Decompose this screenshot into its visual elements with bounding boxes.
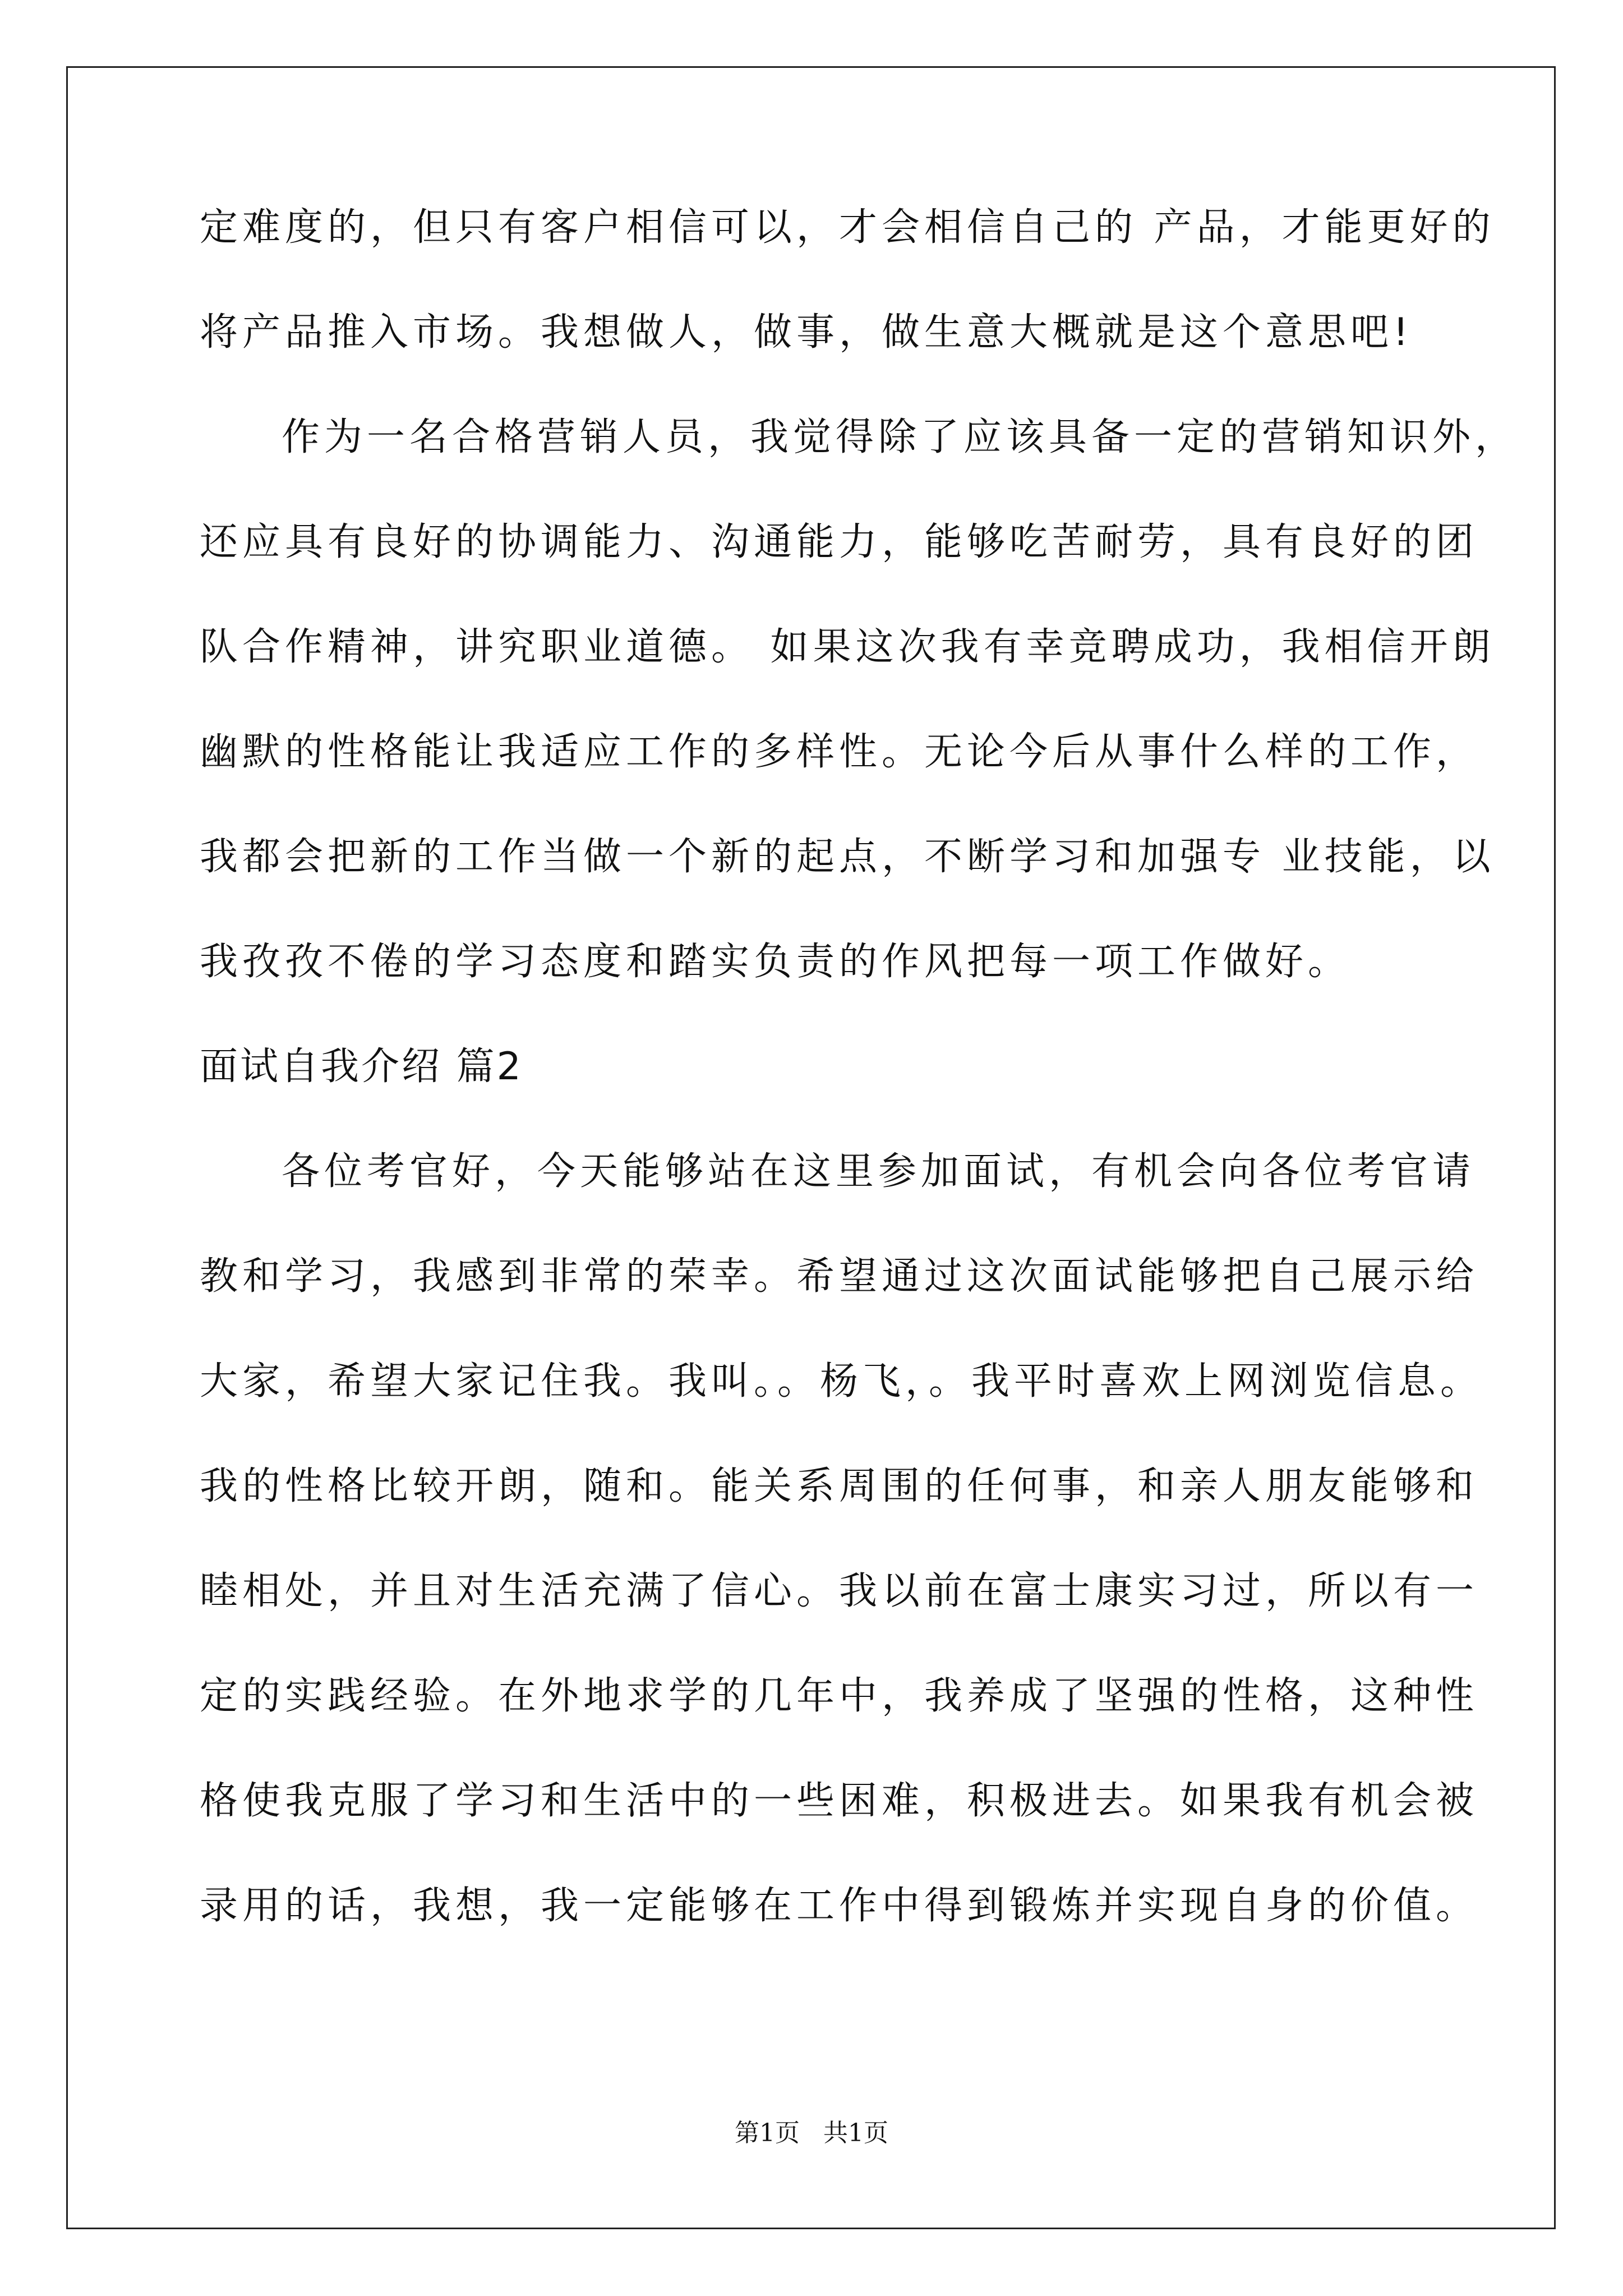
body-text-line: 睦相处，并且对生活充满了信心。我以前在富士康实习过，所以有一 xyxy=(200,1569,1479,1613)
body-text-line: 格使我克服了学习和生活中的一些困难，积极进去。如果我有机会被 xyxy=(200,1779,1479,1823)
page-footer: 第1页 共1页 xyxy=(735,2119,888,2147)
body-text-line: 将产品推入市场。我想做人，做事，做生意大概就是这个意思吧! xyxy=(200,310,1413,355)
body-text-line: 我孜孜不倦的学习态度和踏实负责的作风把每一项工作做好。 xyxy=(200,940,1351,984)
body-text-line: 各位考官好，今天能够站在这里参加面试，有机会向各位考官请 xyxy=(282,1149,1476,1194)
body-text-line: 幽默的性格能让我适应工作的多样性。无论今后从事什么样的工作， xyxy=(200,730,1479,774)
body-text-line: 录用的话，我想，我一定能够在工作中得到锻炼并实现自身的价值。 xyxy=(200,1884,1479,1928)
body-text-line: 大家，希望大家记住我。我叫。。杨飞，。我平时喜欢上网浏览信息。 xyxy=(200,1359,1483,1404)
section-heading: 面试自我介绍 篇2 xyxy=(200,1045,523,1089)
body-text-line: 我的性格比较开朗，随和。能关系周围的任何事，和亲人朋友能够和 xyxy=(200,1464,1479,1508)
body-text-line: 定难度的，但只有客户相信可以，才会相信自己的 产品，才能更好的 xyxy=(200,205,1495,250)
body-text-line: 教和学习，我感到非常的荣幸。希望通过这次面试能够把自己展示给 xyxy=(200,1254,1479,1299)
body-text-line: 定的实践经验。在外地求学的几年中，我养成了坚强的性格，这种性 xyxy=(200,1674,1479,1718)
body-text-line: 还应具有良好的协调能力、沟通能力，能够吃苦耐劳，具有良好的团 xyxy=(200,520,1479,564)
body-text-line: 队合作精神，讲究职业道德。 如果这次我有幸竞聘成功，我相信开朗 xyxy=(200,625,1495,669)
document-body xyxy=(200,205,1518,1992)
body-text-line: 我都会把新的工作当做一个新的起点，不断学习和加强专 业技能，以 xyxy=(200,835,1495,879)
body-text-line: 作为一名合格营销人员，我觉得除了应该具备一定的营销知识外， xyxy=(282,415,1518,459)
